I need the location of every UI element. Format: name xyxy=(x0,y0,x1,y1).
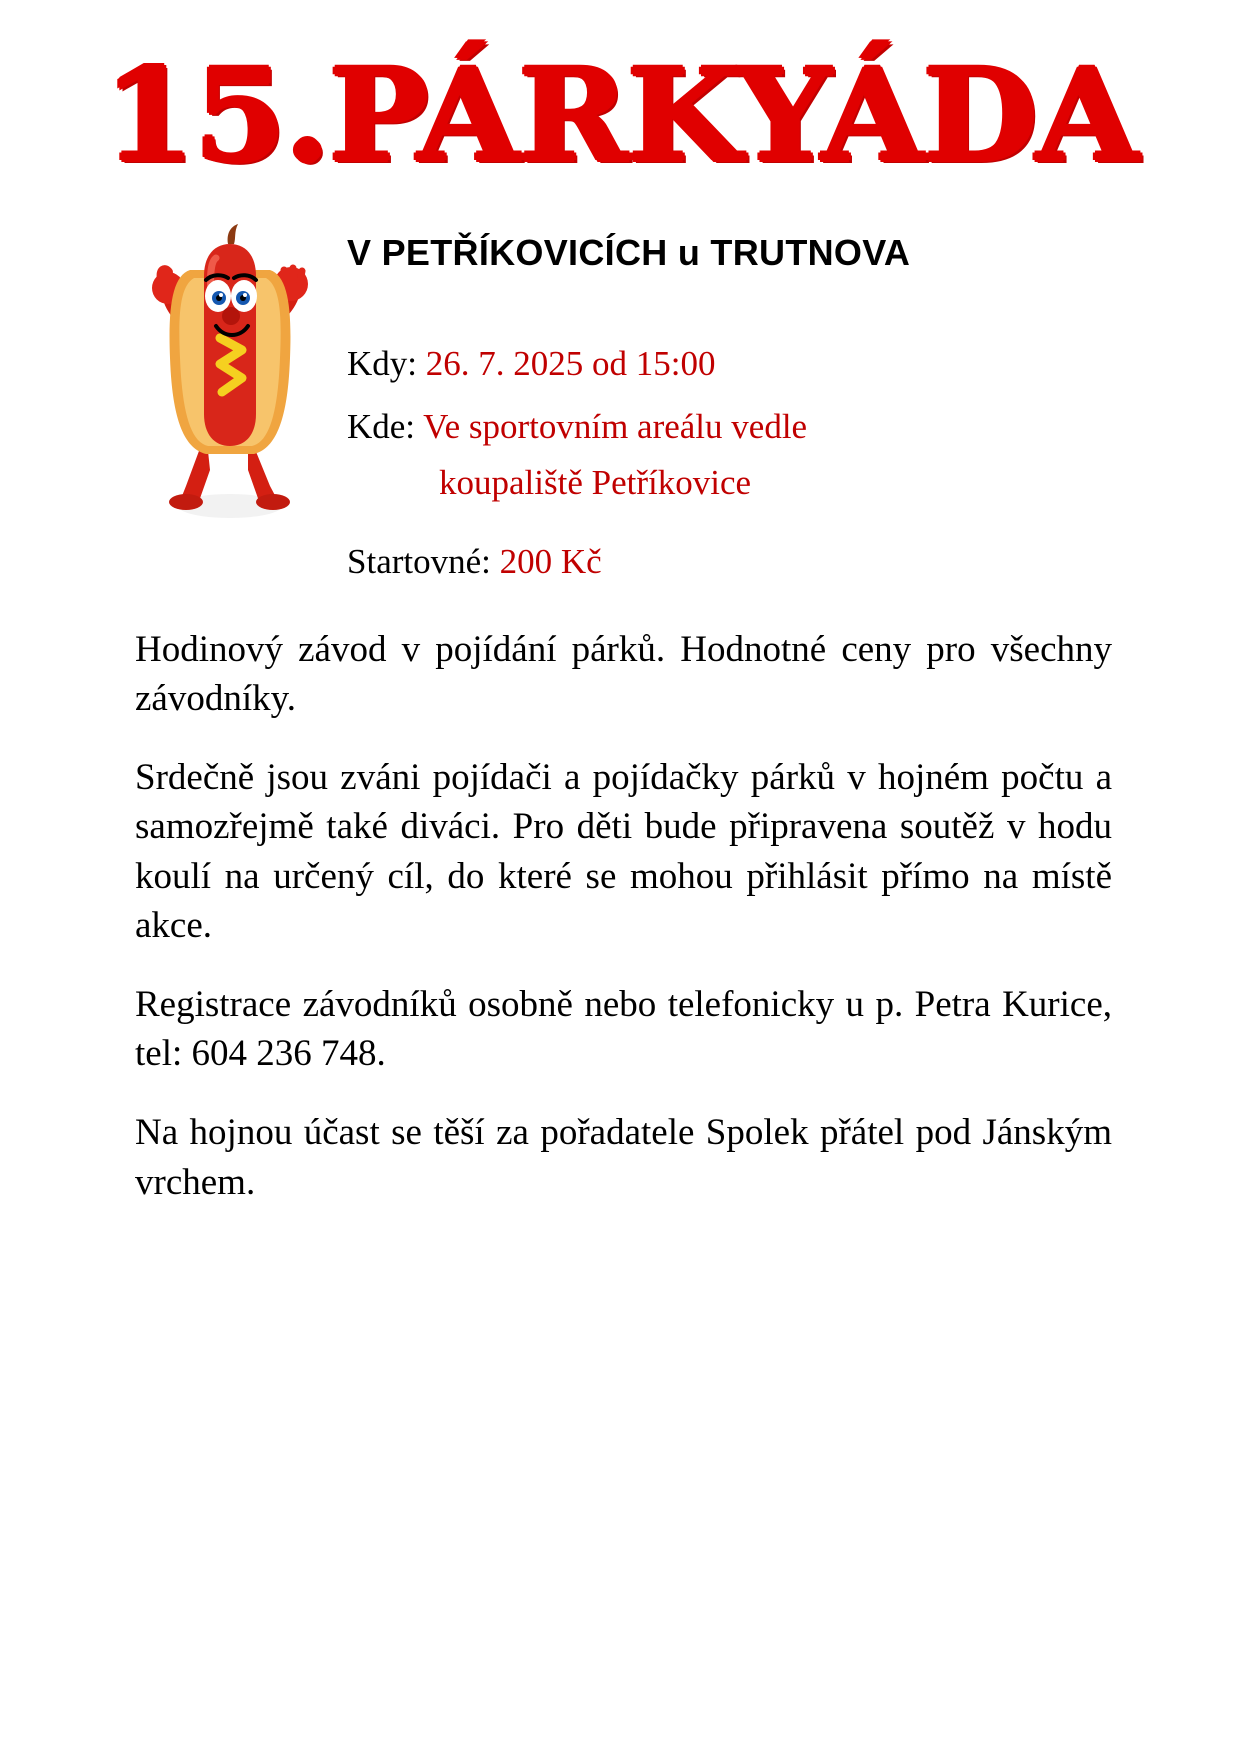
header-text-block xyxy=(333,214,1120,591)
page-title: 15.PÁRKYÁDA xyxy=(103,41,1137,191)
poster-subtitle: V PETŘÍKOVICÍCH u TRUTNOVA xyxy=(347,232,911,273)
info-fee-value: 200 Kč xyxy=(499,542,602,582)
info-where-value-line1: Ve sportovním areálu vedle xyxy=(423,406,808,446)
title-container xyxy=(0,0,1240,191)
info-when xyxy=(347,336,1120,393)
info-where-label: Kde: xyxy=(347,406,416,446)
info-when-label: Kdy: xyxy=(347,344,417,383)
paragraph-closing: Na hojnou účast se těší za pořadatele Spolek přátel pod Jánským vrchem. xyxy=(135,1112,1112,1203)
paragraph-invitation: Srdečně jsou zváni pojídači a pojídačky párků v hojném počtu a samozřejmě také diváci. Pro děti bude připravena soutěž v hodu koulí na určený cíl, do které se mohou přihlásit přímo na místě akce. xyxy=(135,757,1112,946)
info-when-value: 26. 7. 2025 od 15:00 xyxy=(425,344,716,383)
info-fee xyxy=(347,534,1120,591)
paragraph-intro: Hodinový závod v pojídání párků. Hodnotné ceny pro všechny závodníky. xyxy=(135,628,1112,719)
info-fee-label: Startovné: xyxy=(347,542,491,582)
hot-dog-mascot-icon xyxy=(128,218,333,523)
body-text xyxy=(0,625,1240,1207)
header-block xyxy=(0,214,1240,591)
info-where-line2 xyxy=(347,455,1120,512)
info-where-value-line2: koupaliště Petříkovice xyxy=(439,463,752,503)
info-where xyxy=(347,399,1120,456)
paragraph-registration: Registrace závodníků osobně nebo telefonicky u p. Petra Kurice, tel: 604 236 748. xyxy=(135,983,1112,1075)
